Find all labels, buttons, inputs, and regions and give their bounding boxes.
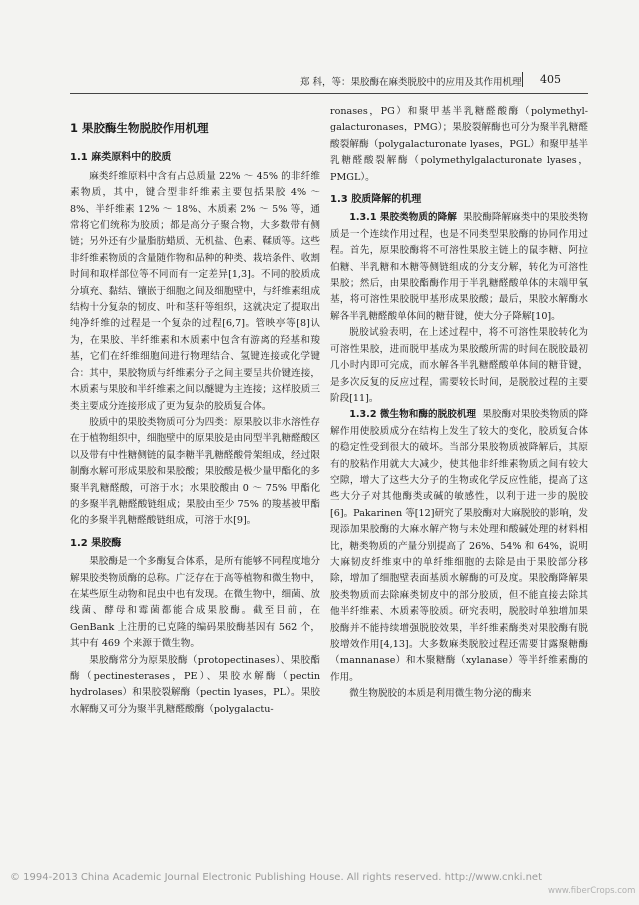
left-column [70,120,320,718]
page-number: 405 [540,73,561,86]
header-rule [70,93,588,94]
section-heading-1: 1 果胶酶生物脱胶作用机理 [70,121,209,135]
copyright-footer: © 1994-2013 China Academic Journal Electronic Publishing House. All rights reserved. http://www.cnki.net [10,872,542,883]
paragraph: 胶质中的果胶类物质可分为四类：原果胶以非水溶性存在于植物组织中，细胞壁中的原果胶是由同型半乳糖醛酸区以及带有中性糖侧链的鼠李糖半乳糖醛酸骨架组成，经过限制酶水解可形成果胶和果胶酸；果胶酸是极少量甲酯化的多聚半乳糖醛酸，可溶于水；水果胶酸由 0 ～ 75% 甲酯化的多聚半乳糖醛酸链组成；果胶由至少 75% 的羧基被甲酯化的多聚半乳糖醛酸链组成，可溶于水[9]。 [70,416,320,527]
paragraph-text: 果胶酶降解麻类中的果胶类物质是一个连续作用过程，也是不同类型果胶酶的协同作用过程。首先，原果胶酶将不可溶性果胶主链上的鼠李糖、阿拉伯糖、半乳糖和木糖等侧链组成的分支分解，转化为可溶性果胶；然后，由果胶酯酶作用于半乳糖醛酸单体的末端甲氧基，将可溶性果胶脱甲基形成果胶酸；最后，果胶水解酶水解各半乳糖醛酸单体间的糖苷键，使大分子降解[10]。 [330,212,589,322]
paragraph-text: 果胶酶对果胶类物质的降解作用使胶质成分在结构上发生了较大的变化，胶质复合体的稳定性受到很大的破坏。当部分果胶物质被降解后，其原有的胶粘作用就大大减少，使其他非纤维素物质之间有较大空隙，增大了这些大分子的生物或化学反应性能，提高了这些大分子对其他酶类或碱的敏感性，以利于进一步的脱胶[6]。Pakarinen 等[12]研究了果胶酶对大麻脱胶的影响，发现添加果胶酶的大麻水解产物与未处理和酸碱处理的材料相比，糖类物质的产量分别提高了 26%、54% 和 64%，说明大麻韧皮纤维束中的单纤维细胞的去除是由于果胶部分移除，增加了细胞壁表面基质水解酶的可及度。果胶酶降解果胶类物质而去除麻类韧皮中的部分胶质，但不能直接去除其他半纤维素、木质素等胶质。研究表明，脱胶时单独增加果胶酶并不能持续增强脱胶效果，半纤维素酶类对果胶酶有脱胶增效作用[4,13]。大多数麻类脱胶过程还需要甘露聚糖酶（mannanase）和木聚糖酶（xylanase）等半纤维素酶的作用。 [330,409,589,683]
paragraph: 果胶酶常分为原果胶酶（protopectinases）、果胶酯酶（pectinesterases，PE）、果胶水解酶（pectin hydrolases）和果胶裂解酶（pectin lyases，PL）。果胶水解酶又可分为聚半乳糖醛酸酶（polygalactu- [70,654,320,715]
paragraph: 麻类纤维原料中含有占总质量 22% ～ 45% 的非纤维素物质，其中，键合型非纤维素主要包括果胶 4% ～ 8%、半纤维素 12% ～ 18%、木质素 2% ～ 5% 等，通常将它们统称为胶质；都是高分子聚合物，大多数带有侧链；另外还有少量脂肪蜡质、无机盐、色素、鞣质等。这些非纤维素物质的含量随作物和品种的种类、栽培条件、收割时间和取样部位等不同而有一定差异[1,3]。不同的胶质成分填充、黏结、镶嵌于细胞之间及细胞壁中，与纤维素组成结构十分复杂的韧皮、叶和茎秆等组织，这就决定了提取出纯净纤维的过程是一个复杂的过程[6,7]。管映亭等[8]认为，在果胶、半纤维素和木质素中包含有游离的羟基和羧基，它们在纤维细胞间进行物理结合、氢键连接或化学键合：其中，果胶物质与纤维素分子之间主要呈共价键连接，木质素与果胶和半纤维素之间以醚键为主连接；这样胶质三类主要成分连接形成了更为复杂的胶质复合体。 [70,170,320,412]
section-heading-1-3: 1.3 胶质降解的机理 [330,194,422,206]
paragraph: ronases，PG）和聚甲基半乳糖醛酸酶（polymethyl-galacturonases，PMG）；果胶裂解酶也可分为聚半乳糖醛酸裂解酶（polygalacturonate lyases，PGL）和聚甲基半乳糖醛酸裂解酶（polymethylgalacturonate lyases，PMGL）。 [330,106,588,183]
paragraph: 微生物脱胶的本质是利用微生物分泌的酶来 [349,688,532,700]
paragraph-with-heading [330,210,588,325]
header-separator [522,72,523,87]
paragraph: 果胶酶是一个多酶复合体系，是所有能够不同程度地分解果胶类物质酶的总称。广泛存在于高等植物和微生物中，在某些原生动物和昆虫中也有发现。在微生物中，细菌、放线菌、酵母和霉菌都能合成果胶酶。截至目前，在 GenBank 上注册的已克隆的编码果胶酶基因有 562 个，其中有 469 个来源于微生物。 [70,556,320,650]
paragraph: 脱胶试验表明，在上述过程中，将不可溶性果胶转化为可溶性果胶，进而脱甲基成为果胶酸所需的时间在脱胶最初几小时内即可完成，而水解各半乳糖醛酸单体间的糖苷键，是多次反复的反应过程，需要较长时间，是脱胶过程的主要阶段[11]。 [330,327,588,404]
section-heading-1-3-1: 1.3.1 果胶类物质的降解 [349,212,457,224]
right-column [330,104,588,703]
paragraph-with-heading [330,407,588,686]
section-heading-1-3-2: 1.3.2 微生物和酶的脱胶机理 [349,409,477,421]
running-header [0,62,639,96]
running-title: 郑 科，等：果胶酶在麻类脱胶中的应用及其作用机理 [300,77,522,88]
watermark: www.fiberCrops.com [548,886,636,896]
section-heading-1-1: 1.1 麻类原料中的胶质 [70,152,172,164]
section-heading-1-2: 1.2 果胶酶 [70,537,122,549]
